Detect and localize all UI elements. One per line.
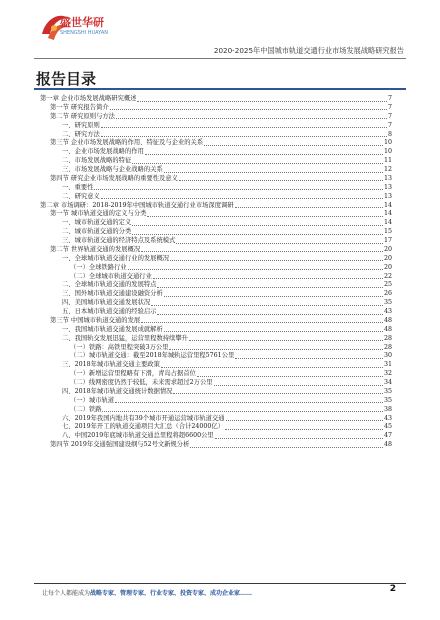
toc-leader-dots: [132, 219, 383, 226]
toc-entry-label: （一）全球铁路行业: [70, 263, 127, 271]
toc-entry-label: 八、中国2019年底城市轨道交通总里程将超6600公里: [62, 432, 214, 440]
toc-entry[interactable]: [40, 370, 392, 379]
toc-entry[interactable]: [40, 175, 392, 184]
toc-leader-dots: [226, 415, 383, 422]
toc-entry-label: 第一章 企业市场发展战略研究概述: [40, 95, 137, 102]
toc-leader-dots: [147, 210, 383, 217]
toc-entry-page: 13: [383, 183, 392, 191]
toc-entry[interactable]: [40, 113, 392, 122]
toc-entry[interactable]: [40, 379, 392, 388]
toc-entry-label: 第一节 城市轨道交通的定义与分类: [50, 210, 147, 218]
toc-leader-dots: [115, 397, 383, 404]
toc-entry[interactable]: [40, 406, 392, 415]
toc-entry-label: 第二章 市场调研：2018-2019年中国城市轨道交通行业市场深度调研: [40, 201, 234, 209]
toc-entry-label: 六、2019年我国内地共有39个城市开通运营城市轨道交通: [62, 414, 225, 422]
toc-leader-dots: [94, 184, 383, 191]
toc-leader-dots: [141, 246, 383, 253]
toc-entry-page: 10: [383, 139, 392, 147]
toc-entry-label: 第四节 研究企业市场发展战略的重要性及意义: [50, 174, 178, 182]
toc-entry-page: 26: [383, 290, 392, 298]
toc-entry[interactable]: [40, 326, 392, 335]
toc-entry-label: 一、城市轨道交通的定义: [62, 219, 132, 227]
toc-entry-page: 43: [383, 414, 392, 422]
toc-entry[interactable]: [40, 166, 392, 175]
toc-entry-page: 8: [387, 130, 392, 138]
toc-entry-label: 二、研究方法: [62, 130, 100, 138]
toc-leader-dots: [215, 432, 383, 439]
toc-entry[interactable]: [40, 255, 392, 264]
toc-entry-page: 22: [383, 272, 392, 280]
toc-entry-page: 13: [383, 192, 392, 200]
toc-entry-label: 一、企业市场发展战略的作用: [62, 148, 144, 156]
toc-entry[interactable]: [40, 317, 392, 326]
toc-entry-label: 第一节 研究报告简介: [50, 103, 109, 111]
toc-entry[interactable]: [40, 388, 392, 397]
toc-leader-dots: [102, 406, 383, 413]
toc-entry-page: 7: [387, 112, 392, 120]
toc-entry[interactable]: [40, 95, 392, 104]
toc-entry[interactable]: [40, 104, 392, 113]
toc-leader-dots: [128, 264, 383, 271]
toc-entry-label: （二）全球城市轨道交通行业: [70, 272, 152, 280]
toc-entry[interactable]: [40, 290, 392, 299]
toc-leader-dots: [132, 157, 383, 164]
toc-entry-label: 一、研究原则: [62, 121, 100, 129]
toc-leader-dots: [197, 370, 383, 377]
toc-entry[interactable]: [40, 432, 392, 441]
toc-leader-dots: [141, 317, 383, 324]
toc-leader-dots: [101, 193, 383, 200]
toc-entry-label: 五、日本城市轨道交通的经验启示: [62, 308, 157, 315]
toc-leader-dots: [235, 202, 383, 209]
title-divider: [34, 88, 406, 90]
toc-entry-label: （二）铁路: [70, 405, 102, 413]
toc-entry-label: 三、城市轨道交通的经济特点及系统模式: [62, 237, 176, 244]
toc-leader-dots: [153, 273, 383, 280]
toc-entry-label: 第三节 企业市场发展战略的作用、特征及与企业的关系: [50, 139, 204, 147]
toc-entry[interactable]: [40, 281, 392, 290]
toc-entry[interactable]: [40, 122, 392, 131]
toc-entry-page: 35: [383, 299, 392, 307]
toc-entry[interactable]: [40, 335, 392, 344]
toc-entry-label: 第三节 中国城市轨道交通的发展: [50, 316, 141, 324]
toc-entry[interactable]: [40, 308, 392, 317]
toc-entry[interactable]: [40, 193, 392, 202]
toc-entry-page: 31: [383, 361, 392, 369]
toc-entry-page: 48: [383, 325, 392, 333]
toc-leader-dots: [189, 335, 383, 342]
toc-entry-page: 48: [383, 316, 392, 324]
toc-entry-page: 17: [383, 237, 392, 244]
toc-entry-label: 一、我国城市轨道交通发展成就解析: [62, 325, 163, 333]
toc-entry[interactable]: [40, 139, 392, 148]
toc-entry-label: 七、2019年开工的轨道交通项目大汇总（合计24000亿）: [62, 423, 224, 431]
toc-entry-label: 二、全球城市轨道交通的发展特点: [62, 281, 157, 289]
toc-entry-label: （二）城市轨道交通：截至2018年城轨运营里程5761公里: [70, 352, 235, 360]
footer-slogan-prefix: 让每个人都能成为: [42, 590, 91, 597]
page-title: 报告目录: [36, 70, 97, 88]
toc-entry[interactable]: [40, 441, 392, 450]
toc-entry-label: 二、城市轨道交通的分类: [62, 228, 132, 236]
toc-entry[interactable]: [40, 423, 392, 432]
toc-entry-page: 20: [383, 263, 392, 271]
toc-leader-dots: [169, 344, 383, 351]
toc-leader-dots: [204, 139, 383, 146]
header-divider: [34, 58, 406, 59]
toc-entry-page: 14: [383, 210, 392, 218]
toc-entry[interactable]: [40, 361, 392, 370]
footer-divider: [34, 583, 406, 584]
toc-leader-dots: [164, 290, 383, 297]
logo-subtitle: SHENGSHI HUAYAN: [60, 30, 108, 36]
toc-leader-dots: [164, 166, 383, 173]
toc-entry-label: （一）城市轨道: [70, 396, 115, 404]
toc-leader-dots: [164, 326, 383, 333]
toc-entry[interactable]: [40, 352, 392, 361]
toc-entry[interactable]: [40, 157, 392, 166]
toc-entry-page: 38: [383, 405, 392, 413]
toc-leader-dots: [145, 148, 383, 155]
toc-entry[interactable]: [40, 219, 392, 228]
toc-entry[interactable]: [40, 246, 392, 255]
toc-leader-dots: [137, 95, 387, 102]
toc-entry-page: 13: [383, 174, 392, 182]
toc-entry-page: 43: [383, 308, 392, 315]
toc-entry-page: 7: [387, 103, 392, 111]
toc-entry-page: 7: [387, 95, 392, 102]
toc-leader-dots: [176, 237, 383, 244]
toc-entry[interactable]: [40, 184, 392, 193]
toc-entry-page: 32: [383, 370, 392, 378]
footer-slogan: [42, 588, 252, 597]
toc-leader-dots: [173, 388, 383, 395]
toc-leader-dots: [161, 361, 383, 368]
toc-entry-label: 四、2018年城市轨道交通统计数据情况: [62, 387, 173, 395]
toc-entry-page: 34: [383, 379, 392, 386]
toc-entry-page: 47: [383, 432, 392, 440]
toc-entry-label: 二、市场发展战略的特征: [62, 157, 132, 165]
table-of-contents: [40, 95, 392, 450]
toc-leader-dots: [179, 175, 383, 182]
toc-entry[interactable]: [40, 148, 392, 157]
toc-leader-dots: [170, 255, 383, 262]
toc-entry-label: 一、全球城市轨道交通行业的发展概况: [62, 254, 170, 262]
toc-entry-label: （一）新增运营里程略有下滑，青岛占据首位: [70, 370, 196, 378]
toc-entry[interactable]: [40, 210, 392, 219]
report-title: 2020-2025年中国城市轨道交通行业市场发展战略研究报告: [213, 46, 404, 55]
toc-entry[interactable]: [40, 264, 392, 273]
toc-entry-label: 二、我国轨交发展迅猛，运营里程数持续攀升: [62, 334, 188, 342]
page-number: 2: [389, 584, 396, 594]
footer-slogan-highlight: 战略专家、管理专家、行业专家、投资专家、成功企业家……: [90, 590, 253, 597]
toc-entry-page: 12: [383, 166, 392, 173]
toc-entry-label: 第二节 世界轨道交通的发展概况: [50, 245, 141, 253]
toc-leader-dots: [116, 113, 387, 120]
toc-leader-dots: [157, 308, 383, 315]
toc-entry-page: 20: [383, 245, 392, 253]
page-header: [0, 0, 440, 62]
toc-entry-label: 一、重要性: [62, 183, 94, 191]
toc-entry[interactable]: [40, 299, 392, 308]
toc-entry-label: 三、国外城市轨道交通建设融资分析: [62, 290, 163, 298]
toc-leader-dots: [110, 104, 387, 111]
toc-leader-dots: [190, 441, 383, 448]
toc-entry-label: 三、2018年城市轨道交通主要政策: [62, 361, 160, 369]
toc-entry-page: 45: [383, 423, 392, 431]
toc-entry[interactable]: [40, 397, 392, 406]
toc-leader-dots: [235, 352, 383, 359]
toc-entry-page: 11: [383, 157, 392, 165]
toc-leader-dots: [101, 131, 387, 138]
toc-entry-page: 35: [383, 396, 392, 404]
toc-entry-page: 25: [383, 281, 392, 289]
toc-entry-page: 35: [383, 387, 392, 395]
toc-entry-label: 四、美国城市轨道交通发展状况: [62, 299, 151, 307]
toc-entry-page: 28: [383, 343, 392, 351]
logo-text: 盛世华研: [60, 16, 104, 29]
toc-leader-dots: [151, 299, 383, 306]
toc-entry-page: 28: [383, 334, 392, 342]
toc-leader-dots: [101, 122, 387, 129]
toc-entry-page: 30: [383, 352, 392, 360]
toc-leader-dots: [157, 281, 383, 288]
toc-entry-page: 15: [383, 228, 392, 236]
toc-leader-dots: [225, 423, 383, 430]
toc-entry-page: 48: [383, 441, 392, 449]
toc-entry-label: 三、市场发展战略与企业战略的关系: [62, 166, 163, 173]
toc-entry-label: 第二节 研究原则与方法: [50, 112, 115, 120]
toc-entry-label: 二、研究意义: [62, 192, 100, 200]
toc-entry-label: 第四节 2019年交通强国建设纲与52号文新规分析: [50, 441, 190, 449]
toc-entry[interactable]: [40, 237, 392, 246]
toc-entry-page: 20: [383, 254, 392, 262]
toc-entry-page: 10: [383, 148, 392, 156]
toc-entry-page: 14: [383, 219, 392, 227]
toc-entry-page: 14: [383, 201, 392, 209]
toc-entry-label: （二）线网密度仍然于较低，未来需求超过2万公里: [70, 379, 213, 386]
toc-entry-page: 7: [387, 121, 392, 129]
toc-leader-dots: [214, 379, 383, 386]
toc-leader-dots: [132, 228, 383, 235]
toc-entry[interactable]: [40, 228, 392, 237]
toc-entry-label: （一）铁路：高铁里程突破3万公里: [70, 343, 169, 351]
